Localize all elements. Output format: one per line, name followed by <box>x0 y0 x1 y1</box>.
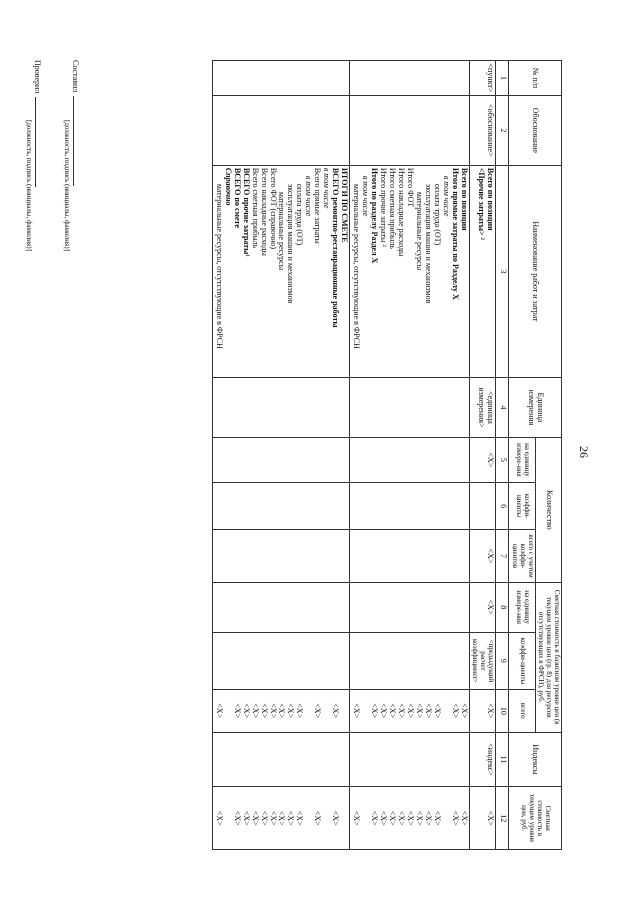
line-item-col12: <Х> <box>250 810 260 826</box>
line-item-name: Всего прямые затраты <box>313 167 323 244</box>
line-item-col12: <Х> <box>241 810 251 826</box>
line-item-col10 <box>303 692 312 729</box>
line-item-name: материальные ресурсы, отсутствующие в ФРСН <box>352 183 362 349</box>
row-name <box>469 165 495 377</box>
line-item-col12: <Х> <box>378 810 388 826</box>
line-item-col12: <Х> <box>387 810 397 826</box>
line-item-col12: <Х> <box>295 810 305 826</box>
line-item-col10: <Х> <box>241 703 251 719</box>
line-item-name: Итого прочие затраты ² <box>378 167 388 247</box>
col-number: 9 <box>496 632 509 689</box>
col-number: 12 <box>496 787 509 850</box>
row-num: <пункт> <box>469 61 495 96</box>
line-item-name: материальные ресурсы, отсутствующие в ФРСН <box>214 183 224 349</box>
line-item-col12: <Х> <box>214 810 224 826</box>
row-basis: <обоснование> <box>469 95 495 165</box>
line-item-col10: <Х> <box>405 703 415 719</box>
line-item-col10: <Х> <box>459 703 469 719</box>
line-item-col12: <Х> <box>450 810 460 826</box>
line-item-name: ВСЕГО ремонтно-реставрационные работы <box>331 167 341 328</box>
estimate-table <box>212 60 562 850</box>
line-item-col10: <Х> <box>259 703 269 719</box>
section-summary-row <box>350 61 469 850</box>
header-indices: Индексы <box>509 732 562 787</box>
line-item-col12: <Х> <box>370 810 380 826</box>
col-number: 11 <box>496 732 509 787</box>
line-item-col12 <box>321 789 330 847</box>
line-item-col10: <Х> <box>370 703 380 719</box>
line-item-name: в том числе <box>322 167 332 209</box>
line-item-name: эксплуатация машин и механизмов <box>423 183 433 304</box>
signature-composed-label: Составил <box>71 60 80 93</box>
col-number: 8 <box>496 582 509 632</box>
line-item-col10: <Х> <box>313 703 323 719</box>
header-q-total: всего с учетом коэффи-циентов <box>509 530 535 582</box>
header-c-coef: коэффи-циенты <box>509 632 535 689</box>
line-item-col12: <Х> <box>414 810 424 826</box>
line-item-col12: <Х> <box>232 810 242 826</box>
line-item-name: ВСЕГО по смете <box>232 167 242 229</box>
line-item-col12 <box>303 789 312 847</box>
signature-checked <box>25 60 42 251</box>
line-item-col12: <Х> <box>331 810 341 826</box>
section-summary-col12 <box>350 787 469 850</box>
header-cost-current: Сметная стоимость в текущем уровне цен, руб. <box>509 787 562 850</box>
line-item-col12 <box>441 789 450 847</box>
line-item-col12: <Х> <box>259 810 269 826</box>
line-item-col12: <Х> <box>313 810 323 826</box>
line-item-col12: <Х> <box>423 810 433 826</box>
line-item-name: в том числе <box>361 175 371 217</box>
col-number: 6 <box>496 482 509 529</box>
line-item-col12 <box>223 789 232 847</box>
position-row <box>469 61 495 850</box>
header-cost-base: Сметная стоимость в базисном уровне цен (в текущем уровне цен (гр. 8) для ресурсов отсутствующих в ФРСН), руб. <box>535 582 561 732</box>
line-item-name: Всего сметная прибыль <box>250 167 260 249</box>
line-item-name: оплата труда (ОТ) <box>295 183 305 246</box>
totals-names <box>212 165 349 377</box>
totals-col12 <box>212 787 349 850</box>
line-item-col10: <Х> <box>414 703 424 719</box>
line-item-col12: <Х> <box>277 810 287 826</box>
header-num: № п/п <box>509 61 562 96</box>
line-item-col12: <Х> <box>459 810 469 826</box>
header-quantity: Количество <box>535 437 561 582</box>
line-item-col10: <Х> <box>432 703 442 719</box>
line-item-name: Итого ФОТ <box>405 167 415 208</box>
signature-line <box>73 96 74 186</box>
line-item-col12: <Х> <box>396 810 406 826</box>
header-c-total: всего <box>509 690 535 732</box>
line-item-name: Итого накладные расходы <box>396 167 406 257</box>
line-item-col10: <Х> <box>331 703 341 719</box>
line-item-col12: <Х> <box>268 810 278 826</box>
signature-checked-label: Проверил <box>33 60 42 94</box>
row-name-line: <Прочие затраты> ² <box>477 167 487 240</box>
header-name: Наименование работ и затрат <box>509 165 562 377</box>
line-item-col10 <box>360 692 369 729</box>
col-number: 4 <box>496 378 509 438</box>
line-item-name: Итого прямые затраты по Разделу Х <box>450 167 460 300</box>
row-q-coef <box>469 482 495 529</box>
row-q-total: <Х> <box>469 530 495 582</box>
line-item-name: Итого по разделу Раздел Х <box>370 167 380 264</box>
signature-composed-caption: [должность, подпись (инициалы, фамилия)] <box>63 120 71 251</box>
line-item-col12 <box>360 789 369 847</box>
line-item-col10: <Х> <box>378 703 388 719</box>
section-summary-col10 <box>350 690 469 732</box>
line-item-col10: <Х> <box>387 703 397 719</box>
col-number: 1 <box>496 61 509 96</box>
line-item-col10: <Х> <box>232 703 242 719</box>
line-item-name: эксплуатация машин и механизмов <box>286 183 296 304</box>
row-name-line: Всего по позиции <box>486 167 496 231</box>
col-number: 10 <box>496 690 509 732</box>
signature-composed <box>63 60 80 251</box>
col-number: 3 <box>496 165 509 377</box>
line-item-col10: <Х> <box>250 703 260 719</box>
line-item-name: материальные ресурсы <box>277 191 287 271</box>
line-item-col12: <Х> <box>432 810 442 826</box>
line-item-name: ИТОГИ ПО СМЕТЕ <box>340 167 350 243</box>
line-item-name: Итого сметная прибыль <box>387 167 397 249</box>
line-item-name: Справочно <box>223 167 233 206</box>
header-c-per-unit: на единицу измере-ния <box>509 582 535 632</box>
totals-row <box>212 61 349 850</box>
row-c-per-unit: <Х> <box>469 582 495 632</box>
line-item-col10: <Х> <box>268 703 278 719</box>
row-indices: <индекс> <box>469 732 495 787</box>
line-item-name: оплата труда (ОТ) <box>432 183 442 246</box>
line-item-name: Всего накладные расходы <box>259 167 269 256</box>
row-unit: <единица измерения> <box>469 378 495 438</box>
row-q-per-unit: <Х> <box>469 437 495 482</box>
col-number: 7 <box>496 530 509 582</box>
row-cost-current: <Х> <box>469 787 495 850</box>
line-item-col12 <box>339 789 348 847</box>
line-item-col12: <Х> <box>286 810 296 826</box>
line-item-col12: <Х> <box>352 810 362 826</box>
section-summary-names <box>350 165 469 377</box>
totals-col10 <box>212 690 349 732</box>
line-item-col10: <Х> <box>450 703 460 719</box>
page-number: 26 <box>577 446 591 458</box>
line-item-col10: <Х> <box>396 703 406 719</box>
col-number: 2 <box>496 95 509 165</box>
line-item-col10: <Х> <box>277 703 287 719</box>
header-q-coef: коэффи-циенты <box>509 482 535 529</box>
line-item-col12: <Х> <box>405 810 415 826</box>
header-basis: Обоснование <box>509 95 562 165</box>
header-q-per-unit: на единицу измере-ния <box>509 437 535 482</box>
line-item-col10 <box>441 692 450 729</box>
col-number: 5 <box>496 437 509 482</box>
line-item-col10 <box>321 692 330 729</box>
line-item-name: в том числе <box>304 175 314 217</box>
row-c-coef: <предыдущий расчет коэффициент> <box>469 632 495 689</box>
line-item-name: Всего ФОТ (справочно) <box>268 167 278 250</box>
signature-line <box>35 97 36 187</box>
line-item-name: ВСЕГО прочие затраты¹ <box>241 167 251 257</box>
row-c-total: <Х> <box>469 690 495 732</box>
line-item-col10: <Х> <box>352 703 362 719</box>
signature-checked-caption: [должность, подпись (инициалы, фамилия)] <box>25 120 33 251</box>
line-item-col10: <Х> <box>214 703 224 719</box>
header-unit: Единица измерения <box>509 378 562 438</box>
line-item-col10 <box>223 692 232 729</box>
line-item-col10 <box>339 692 348 729</box>
line-item-col10: <Х> <box>423 703 433 719</box>
line-item-name: материальные ресурсы <box>414 191 424 271</box>
line-item-name: в том числе <box>441 175 451 217</box>
column-numbers-row <box>496 61 509 850</box>
line-item-name: Всего по позиции <box>459 167 469 231</box>
line-item-col10: <Х> <box>286 703 296 719</box>
line-item-col10: <Х> <box>295 703 305 719</box>
